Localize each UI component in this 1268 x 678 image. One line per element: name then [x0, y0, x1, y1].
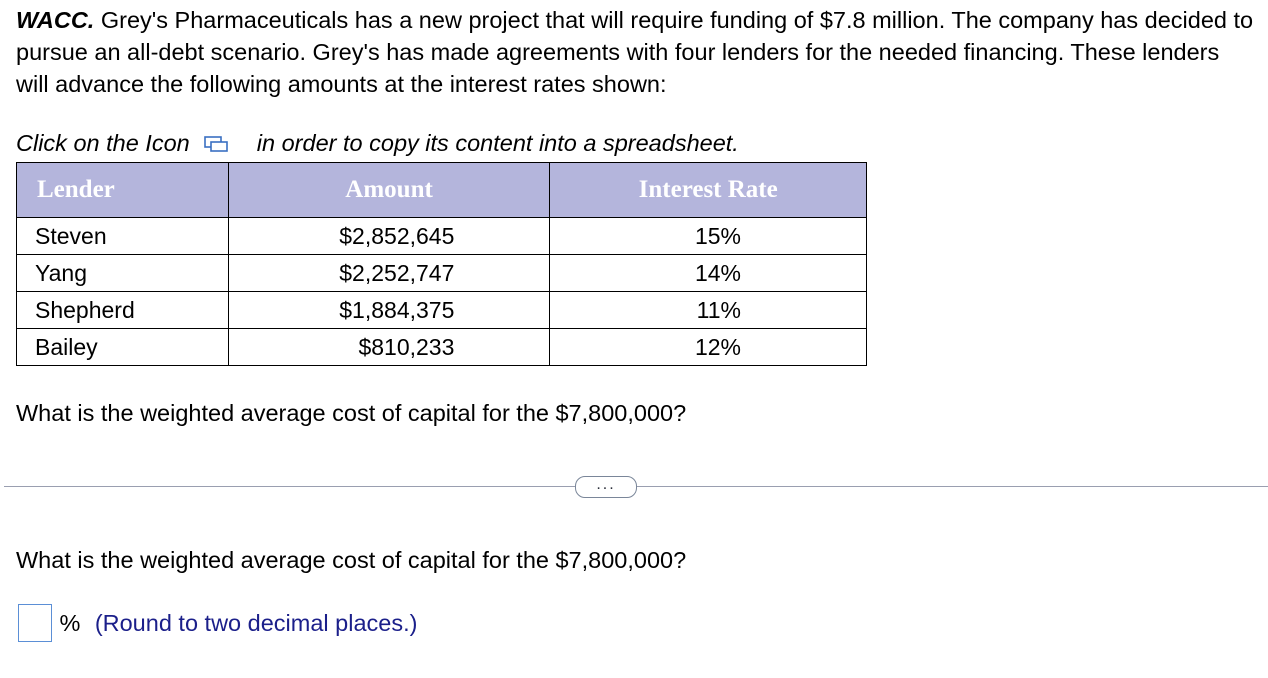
answer-hint: (Round to two decimal places.)	[94, 609, 418, 636]
lender-amount: $2,252,747	[228, 255, 550, 292]
table-row	[17, 329, 867, 366]
table-row	[17, 292, 867, 329]
header-amount: Amount	[228, 163, 550, 218]
lender-name: Shepherd	[17, 292, 229, 329]
lender-rate: 12%	[550, 329, 867, 366]
table-header-row	[17, 163, 867, 218]
header-lender: Lender	[17, 163, 229, 218]
lender-name: Steven	[17, 218, 229, 255]
lender-amount: $1,884,375	[228, 292, 550, 329]
lender-name: Bailey	[17, 329, 229, 366]
lender-amount: $810,233	[228, 329, 550, 366]
lender-name: Yang	[17, 255, 229, 292]
answer-question-text: What is the weighted average cost of capital for the $7,800,000?	[16, 547, 687, 573]
lender-rate: 14%	[550, 255, 867, 292]
expand-more-button[interactable]: ...	[575, 476, 637, 498]
answer-input[interactable]	[18, 604, 52, 642]
copy-instructions	[16, 127, 739, 159]
lender-rate: 15%	[550, 218, 867, 255]
header-interest-rate: Interest Rate	[550, 163, 867, 218]
instructions-after-icon: in order to copy its content into a spreadsheet.	[256, 130, 739, 156]
table-row	[17, 255, 867, 292]
lenders-table	[16, 162, 867, 366]
answer-row	[18, 604, 417, 642]
copy-to-spreadsheet-icon[interactable]	[204, 136, 228, 152]
answer-unit: %	[59, 609, 81, 636]
question-text: What is the weighted average cost of capital for the $7,800,000?	[16, 400, 687, 426]
problem-text: Grey's Pharmaceuticals has a new project that will require funding of $7.8 million. The company has decided to pursue an all-debt scenario. Grey's has made agreements with four lenders for the needed financing. These lenders will advance the following amounts at the interest rates shown:	[16, 7, 1254, 97]
problem-statement	[16, 4, 1256, 100]
instructions-before-icon: Click on the Icon	[16, 130, 190, 156]
lender-amount: $2,852,645	[228, 218, 550, 255]
table-row	[17, 218, 867, 255]
problem-lead: WACC.	[16, 7, 95, 33]
lender-rate: 11%	[550, 292, 867, 329]
